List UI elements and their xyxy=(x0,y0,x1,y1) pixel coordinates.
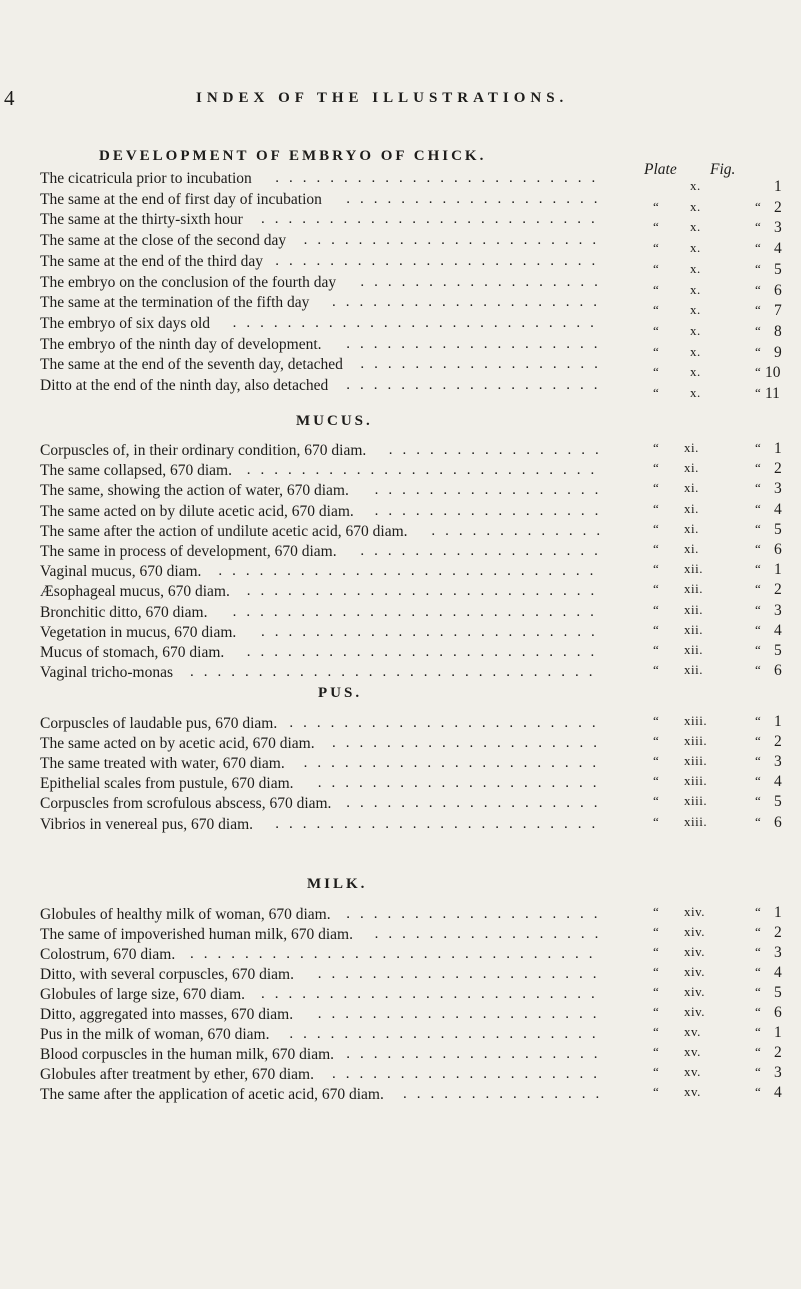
entry-description: Epithelial scales from pustule, 670 diam. xyxy=(40,775,294,793)
figure-number: 2 xyxy=(774,460,782,478)
ditto-mark: “ xyxy=(653,1004,659,1019)
index-entry xyxy=(0,1026,801,1048)
index-entry xyxy=(0,1046,801,1068)
entry-description: The same, showing the action of water, 670 diam. xyxy=(40,482,349,500)
ditto-mark: “ xyxy=(755,1044,761,1059)
plate-number: xiii. xyxy=(684,813,708,829)
leader-dots: ................. xyxy=(374,926,609,942)
index-entry xyxy=(0,482,801,504)
entry-description: Pus in the milk of woman, 670 diam. xyxy=(40,1026,270,1043)
ditto-mark: “ xyxy=(755,198,761,214)
leader-dots: ......................... xyxy=(261,623,605,640)
fig-column-label: Fig. xyxy=(710,161,736,178)
entry-description: Vaginal tricho-monas xyxy=(40,664,174,682)
figure-number: 5 xyxy=(774,793,782,811)
index-entry xyxy=(0,601,801,626)
ditto-mark: “ xyxy=(755,480,761,496)
plate-number: xii. xyxy=(684,662,703,678)
index-entry xyxy=(0,1006,801,1028)
index-entry xyxy=(0,314,801,340)
leader-dots: ............... xyxy=(403,1086,610,1102)
plate-number: xii. xyxy=(684,642,703,657)
plate-number: x. xyxy=(690,385,701,400)
entry-description: Corpuscles of laudable pus, 670 diam. xyxy=(40,715,278,732)
leader-dots: ...................... xyxy=(303,232,607,249)
leader-dots: .................. xyxy=(360,273,608,290)
leader-dots: .............................. xyxy=(190,946,603,962)
figure-number: 4 xyxy=(774,240,782,258)
entry-description: The same at the end of first day of incubation xyxy=(40,190,322,208)
ditto-mark: “ xyxy=(653,240,659,256)
figure-number: 4 xyxy=(774,500,782,518)
leader-dots: ................. xyxy=(374,502,609,519)
figure-number: 4 xyxy=(774,773,782,791)
leader-dots: ............. xyxy=(431,522,611,539)
plate-number: xii. xyxy=(684,581,703,597)
entry-description: The same at the end of the seventh day, detached xyxy=(40,356,343,374)
figure-number: 6 xyxy=(774,662,782,680)
entry-description: Æsophageal mucus, 670 diam. xyxy=(40,583,230,601)
entry-description: Corpuscles from scrofulous abscess, 670 diam. xyxy=(40,795,332,813)
figure-number: 6 xyxy=(774,281,782,299)
ditto-mark: “ xyxy=(653,964,659,979)
ditto-mark: “ xyxy=(755,621,761,637)
entry-description: The same in process of development, 670 diam. xyxy=(40,543,337,560)
ditto-mark: “ xyxy=(653,322,659,338)
ditto-mark: “ xyxy=(755,904,761,919)
figure-number: 6 xyxy=(774,541,782,558)
leader-dots: .................... xyxy=(332,294,607,311)
entry-description: The same after the application of acetic acid, 670 diam. xyxy=(40,1086,384,1103)
index-entry xyxy=(0,946,801,968)
figure-number: 2 xyxy=(774,733,782,751)
figure-number: 7 xyxy=(774,302,782,320)
leader-dots: ................... xyxy=(346,795,608,812)
section-title: MUCUS. xyxy=(296,413,373,429)
ditto-mark: “ xyxy=(653,198,659,214)
figure-number: 2 xyxy=(774,581,782,599)
plate-number: xv. xyxy=(684,1024,701,1039)
ditto-mark: “ xyxy=(653,260,659,276)
entry-description: Globules of large size, 670 diam. xyxy=(40,986,246,1003)
figure-number: 1 xyxy=(774,561,782,579)
plate-number: xiv. xyxy=(684,924,706,939)
entry-description: Globules of healthy milk of woman, 670 diam. xyxy=(40,906,331,923)
figure-number: 1 xyxy=(774,904,782,921)
figure-number: 5 xyxy=(774,642,782,659)
plate-number: xiii. xyxy=(684,713,708,728)
leader-dots: ........................ xyxy=(275,252,606,269)
index-entry xyxy=(0,735,801,757)
ditto-mark: “ xyxy=(653,302,659,318)
ditto-mark: “ xyxy=(653,773,659,789)
leader-dots: ....................... xyxy=(289,1026,606,1042)
plate-number: xii. xyxy=(684,561,703,577)
figure-number: 4 xyxy=(774,621,782,639)
ditto-mark: “ xyxy=(653,561,659,577)
plate-number: xiii. xyxy=(684,733,708,749)
ditto-mark: “ xyxy=(755,601,761,617)
plate-number: xiv. xyxy=(684,944,706,959)
page-header xyxy=(0,88,801,116)
entry-description: The same treated with water, 670 diam. xyxy=(40,755,285,773)
leader-dots: ..................... xyxy=(317,966,607,982)
entry-description: Globules after treatment by ether, 670 diam. xyxy=(40,1066,314,1083)
leader-dots: ................... xyxy=(346,335,608,352)
leader-dots: .......................... xyxy=(246,644,605,660)
ditto-mark: “ xyxy=(653,753,659,769)
plate-number: xi. xyxy=(684,541,699,556)
ditto-mark: “ xyxy=(755,581,761,597)
ditto-mark: “ xyxy=(653,984,659,999)
figure-number: 4 xyxy=(774,1084,782,1101)
figure-number: 3 xyxy=(774,219,782,237)
entry-description: Colostrum, 670 diam. xyxy=(40,946,176,963)
ditto-mark: “ xyxy=(755,984,761,999)
ditto-mark: “ xyxy=(653,904,659,919)
index-entry xyxy=(0,335,801,361)
ditto-mark: “ xyxy=(755,364,761,380)
index-entry xyxy=(0,795,801,817)
ditto-mark: “ xyxy=(653,601,659,617)
entry-description: The same at the termination of the fifth day xyxy=(40,294,310,312)
figure-number: 9 xyxy=(774,343,782,361)
ditto-mark: “ xyxy=(755,322,761,338)
index-entry xyxy=(0,500,801,525)
entry-description: Ditto, with several corpuscles, 670 diam. xyxy=(40,966,294,983)
ditto-mark: “ xyxy=(755,964,761,979)
index-entry xyxy=(0,161,801,195)
figure-number: 1 xyxy=(774,440,782,457)
ditto-mark: “ xyxy=(755,343,761,359)
plate-column-label: Plate xyxy=(644,161,677,178)
figure-number: 8 xyxy=(774,322,782,340)
plate-number: xi. xyxy=(684,520,699,536)
plate-number: xiv. xyxy=(684,1004,706,1019)
entry-description: Blood corpuscles in the human milk, 670 diam. xyxy=(40,1046,335,1063)
figure-number: 2 xyxy=(774,198,782,216)
ditto-mark: “ xyxy=(755,733,761,749)
ditto-mark: “ xyxy=(653,385,659,400)
plate-number: xiv. xyxy=(684,964,706,979)
entry-description: Vibrios in venereal pus, 670 diam. xyxy=(40,815,254,833)
plate-number: xii. xyxy=(684,621,703,637)
leader-dots: .................. xyxy=(360,543,608,559)
ditto-mark: “ xyxy=(653,813,659,829)
index-entry xyxy=(0,1066,801,1088)
entry-description: The same of impoverished human milk, 670 diam. xyxy=(40,926,353,943)
entry-description: The same after the action of undilute acetic acid, 670 diam. xyxy=(40,522,408,540)
entry-description: The embryo on the conclusion of the fourth day xyxy=(40,273,337,291)
index-entry xyxy=(0,986,801,1008)
plate-number: x. xyxy=(690,219,701,235)
entry-description: Corpuscles of, in their ordinary condition, 670 diam. xyxy=(40,442,367,459)
index-entry xyxy=(0,775,801,797)
figure-number: 3 xyxy=(774,601,782,619)
running-title: INDEX OF THE ILLUSTRATIONS. xyxy=(196,90,569,106)
plate-number: xi. xyxy=(684,500,699,516)
ditto-mark: “ xyxy=(653,541,659,556)
plate-number: xiii. xyxy=(684,773,708,789)
figure-number: 1 xyxy=(774,713,782,730)
index-entry xyxy=(0,813,801,838)
plate-number: x. xyxy=(690,322,701,338)
index-entry xyxy=(0,664,801,686)
leader-dots: ................... xyxy=(346,190,608,207)
leader-dots: ......................... xyxy=(261,211,605,228)
figure-number: 3 xyxy=(774,1064,782,1081)
figure-number: 6 xyxy=(774,813,782,831)
leader-dots: ........................... xyxy=(232,603,604,620)
plate-number: x. xyxy=(690,178,701,193)
ditto-mark: “ xyxy=(653,581,659,597)
plate-number: xi. xyxy=(684,460,699,476)
index-entry xyxy=(0,755,801,777)
leader-dots: ................... xyxy=(346,377,608,393)
leader-dots: ................... xyxy=(346,1046,608,1062)
entry-description: Bronchitic ditto, 670 diam. xyxy=(40,603,208,621)
leader-dots: ................ xyxy=(388,442,609,458)
figure-number: 3 xyxy=(774,944,782,961)
ditto-mark: “ xyxy=(653,662,659,678)
plate-number: x. xyxy=(690,302,701,318)
ditto-mark: “ xyxy=(755,460,761,476)
section-title: PUS. xyxy=(318,685,363,701)
index-entry xyxy=(0,252,801,278)
ditto-mark: “ xyxy=(653,364,659,380)
entry-description: Vaginal mucus, 670 diam. xyxy=(40,563,202,581)
index-entry xyxy=(0,583,801,605)
index-entry xyxy=(0,966,801,988)
index-entry xyxy=(0,563,801,585)
ditto-mark: “ xyxy=(755,662,761,678)
leader-dots: .................. xyxy=(360,356,608,373)
ditto-mark: “ xyxy=(653,621,659,637)
section-title: MILK. xyxy=(307,876,368,892)
figure-number: 1 xyxy=(774,1024,782,1041)
plate-number: xv. xyxy=(684,1084,701,1099)
ditto-mark: “ xyxy=(653,343,659,359)
entry-description: Ditto at the end of the ninth day, also detached xyxy=(40,377,329,394)
entry-description: The same at the thirty-sixth hour xyxy=(40,211,243,229)
leader-dots: .............................. xyxy=(190,664,603,681)
page-number: 4 xyxy=(4,86,15,110)
figure-number: 5 xyxy=(774,984,782,1001)
index-entry xyxy=(0,906,801,928)
plate-number: xii. xyxy=(684,601,703,617)
index-entry xyxy=(0,211,801,237)
ditto-mark: “ xyxy=(755,520,761,536)
index-entry xyxy=(0,356,801,382)
ditto-mark: “ xyxy=(755,642,761,657)
ditto-mark: “ xyxy=(755,1024,761,1039)
figure-number: 10 xyxy=(765,364,781,382)
index-entry xyxy=(0,442,801,464)
index-entry xyxy=(0,273,801,299)
ditto-mark: “ xyxy=(755,753,761,769)
index-entry xyxy=(0,715,801,737)
ditto-mark: “ xyxy=(755,219,761,235)
leader-dots: ...................... xyxy=(303,755,607,772)
index-entry xyxy=(0,520,801,545)
plate-number: xi. xyxy=(684,480,699,496)
figure-number: 11 xyxy=(765,385,780,402)
entry-description: Vegetation in mucus, 670 diam. xyxy=(40,623,237,641)
figure-number: 1 xyxy=(774,178,782,195)
ditto-mark: “ xyxy=(653,219,659,235)
ditto-mark: “ xyxy=(755,500,761,516)
ditto-mark: “ xyxy=(755,793,761,809)
ditto-mark: “ xyxy=(755,813,761,829)
ditto-mark: “ xyxy=(653,460,659,476)
ditto-mark: “ xyxy=(653,480,659,496)
leader-dots: .......................... xyxy=(246,583,605,600)
ditto-mark: “ xyxy=(755,713,761,728)
ditto-mark: “ xyxy=(653,1044,659,1059)
ditto-mark: “ xyxy=(653,500,659,516)
entry-description: The embryo of six days old xyxy=(40,314,211,332)
plate-number: x. xyxy=(690,364,701,380)
plate-number: xiii. xyxy=(684,753,708,769)
ditto-mark: “ xyxy=(653,944,659,959)
leader-dots: ..................... xyxy=(317,1006,607,1022)
ditto-mark: “ xyxy=(755,561,761,577)
ditto-mark: “ xyxy=(653,793,659,809)
ditto-mark: “ xyxy=(755,240,761,256)
ditto-mark: “ xyxy=(653,713,659,728)
entry-description: The same acted on by acetic acid, 670 diam. xyxy=(40,735,315,753)
leader-dots: ........................ xyxy=(275,815,606,832)
plate-number: x. xyxy=(690,240,701,256)
ditto-mark: “ xyxy=(653,520,659,536)
leader-dots: .................... xyxy=(332,1066,607,1082)
leader-dots: ....................... xyxy=(289,715,606,731)
ditto-mark: “ xyxy=(755,1084,761,1099)
ditto-mark: “ xyxy=(755,302,761,318)
leader-dots: ........................ xyxy=(275,170,606,186)
entry-description: The cicatricula prior to incubation xyxy=(40,170,252,187)
section-title: DEVELOPMENT OF EMBRYO OF CHICK. xyxy=(99,148,487,164)
index-entry xyxy=(0,232,801,258)
figure-number: 4 xyxy=(774,964,782,981)
figure-number: 3 xyxy=(774,753,782,771)
figure-number: 2 xyxy=(774,924,782,941)
plate-number: xv. xyxy=(684,1064,701,1079)
plate-number: x. xyxy=(690,198,701,214)
index-entry xyxy=(0,543,801,565)
leader-dots: .................... xyxy=(332,735,607,752)
leader-dots: ......................... xyxy=(261,986,605,1002)
entry-description: Ditto, aggregated into masses, 670 diam. xyxy=(40,1006,294,1023)
ditto-mark: “ xyxy=(755,1064,761,1079)
leader-dots: ................... xyxy=(346,906,608,922)
ditto-mark: “ xyxy=(653,733,659,749)
ditto-mark: “ xyxy=(755,541,761,556)
figure-number: 5 xyxy=(774,260,782,278)
ditto-mark: “ xyxy=(755,1004,761,1019)
ditto-mark: “ xyxy=(755,773,761,789)
plate-number: xi. xyxy=(684,440,699,455)
leader-dots: ........................... xyxy=(232,314,604,331)
entry-description: The same collapsed, 670 diam. xyxy=(40,462,232,480)
ditto-mark: “ xyxy=(653,642,659,657)
figure-number: 2 xyxy=(774,1044,782,1061)
index-entry xyxy=(0,294,801,320)
ditto-mark: “ xyxy=(755,944,761,959)
leader-dots: ............................ xyxy=(218,563,604,580)
index-entry xyxy=(0,190,801,216)
ditto-mark: “ xyxy=(653,1024,659,1039)
ditto-mark: “ xyxy=(653,924,659,939)
leader-dots: ..................... xyxy=(317,775,607,792)
plate-number: x. xyxy=(690,281,701,297)
ditto-mark: “ xyxy=(653,1064,659,1079)
ditto-mark: “ xyxy=(653,281,659,297)
index-entry xyxy=(0,377,801,402)
entry-description: The same at the end of the third day xyxy=(40,252,263,270)
plate-number: x. xyxy=(690,260,701,276)
plate-number: xiv. xyxy=(684,904,706,919)
leader-dots: ................. xyxy=(374,482,609,499)
ditto-mark: “ xyxy=(755,924,761,939)
ditto-mark: “ xyxy=(755,440,761,455)
index-entry xyxy=(0,644,801,666)
plate-number: x. xyxy=(690,343,701,359)
entry-description: The embryo of the ninth day of development. xyxy=(40,335,322,353)
ditto-mark: “ xyxy=(755,281,761,297)
entry-description: Mucus of stomach, 670 diam. xyxy=(40,644,225,661)
entry-description: The same at the close of the second day xyxy=(40,232,287,250)
ditto-mark: “ xyxy=(755,260,761,276)
index-entry xyxy=(0,926,801,948)
ditto-mark: “ xyxy=(653,440,659,455)
ditto-mark: “ xyxy=(755,385,761,400)
index-entry xyxy=(0,1086,801,1108)
figure-number: 6 xyxy=(774,1004,782,1021)
entry-description: The same acted on by dilute acetic acid, 670 diam. xyxy=(40,502,354,520)
index-entry xyxy=(0,462,801,484)
figure-number: 3 xyxy=(774,480,782,498)
plate-number: xv. xyxy=(684,1044,701,1059)
ditto-mark: “ xyxy=(653,1084,659,1099)
leader-dots: .......................... xyxy=(246,462,605,479)
plate-number: xiv. xyxy=(684,984,706,999)
figure-number: 5 xyxy=(774,520,782,538)
index-entry xyxy=(0,621,801,646)
plate-number: xiii. xyxy=(684,793,708,809)
